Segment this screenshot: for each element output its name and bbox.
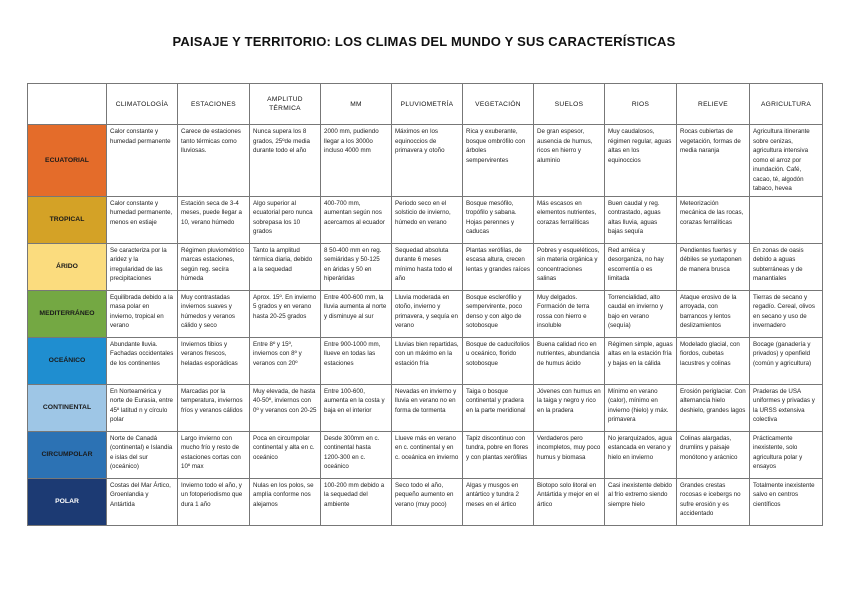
table-cell: No jerarquizados, agua estancada en verano y hielo en invierno [605,431,677,478]
table-cell: Aprox. 15º. En invierno 5 grados y en verano hasta 20-25 grados [250,290,321,337]
table-cell: Muy delgados. Formación de terra rossa con hierro e insoluble [534,290,605,337]
table-cell: Bosque de caducifolios u oceánico, florido sotobosque [463,337,534,384]
table-cell: Rica y exuberante, bosque ombrófilo con árboles sempervirentes [463,125,534,197]
table-cell: Rocas cubiertas de vegetación, formas de media naranja [677,125,750,197]
row-header-cell: ÁRIDO [28,243,107,290]
table-cell: Casi inexistente debido al frío extremo siendo siempre hielo [605,478,677,525]
table-cell: Entre 400-600 mm, la lluvia aumenta al norte y disminuye al sur [321,290,392,337]
table-cell: Nevadas en invierno y lluvia en verano no en forma de tormenta [392,384,463,431]
table-cell: Pendientes fuertes y débiles se yuxtaponen de manera brusca [677,243,750,290]
table-cell: Mínimo en verano (calor), mínimo en invierno (hielo) y máx. primavera [605,384,677,431]
table-cell: Periodo seco en el solsticio de invierno, húmedo en verano [392,196,463,243]
table-cell: Modelado glacial, con fiordos, cubetas lacustres y colinas [677,337,750,384]
table-cell: Red arréica y desorganiza, no hay escorrentía o es limitada [605,243,677,290]
table-cell: Muy elevada, de hasta 40-50º, inviernos con 0º y veranos con 20-25 [250,384,321,431]
header-cell: RIOS [605,84,677,125]
table-cell: Lluvia moderada en otoño, invierno y primavera, y sequía en verano [392,290,463,337]
header-cell: RELIEVE [677,84,750,125]
table-cell: 2000 mm, pudiendo llegar a los 3000o incluso 4000 mm [321,125,392,197]
table-cell: Pobres y esqueléticos, sin materia orgánica y concentraciones salinas [534,243,605,290]
table-cell: Sequedad absoluta durante 6 meses mínimo hasta todo el año [392,243,463,290]
header-cell: AMPLITUD TÉRMICA [250,84,321,125]
table-cell: Lluvias bien repartidas, con un máximo en la estación fría [392,337,463,384]
table-cell: Bocage (ganadería y privados) y openfield (común y agricultura) [750,337,823,384]
table-cell: De gran espesor, ausencia de humus, ricos en hierro y aluminio [534,125,605,197]
row-header-cell: MEDITERRÁNEO [28,290,107,337]
table-cell: Más escasos en elementos nutrientes, corazas ferralíticas [534,196,605,243]
header-cell: CLIMATOLOGÍA [107,84,178,125]
table-cell: Inviernos tibios y veranos frescos, heladas esporádicas [178,337,250,384]
table-cell: Norte de Canadá (continental) e Islandia e islas del sur (oceánico) [107,431,178,478]
table-cell: Taiga o bosque continental y pradera en la parte meridional [463,384,534,431]
table-cell: Totalmente inexistente salvo en centros científicos [750,478,823,525]
table-cell: 400-700 mm, aumentan según nos acercamos al ecuador [321,196,392,243]
table-cell: Praderas de USA uniformes y privadas y la URSS extensiva colectiva [750,384,823,431]
row-header-cell: POLAR [28,478,107,525]
table-cell: Muy caudalosos, régimen regular, aguas altas en los equinoccios [605,125,677,197]
table-cell: Calor constante y humedad permanente [107,125,178,197]
table-row [28,337,823,384]
table-cell: En zonas de oasis debido a aguas subterráneas y de manantiales [750,243,823,290]
header-cell: SUELOS [534,84,605,125]
table-cell: Carece de estaciones tanto térmicas como lluviosas. [178,125,250,197]
table-row [28,243,823,290]
table-cell: Tapiz discontinuo con tundra, pobre en flores y con plantas xerófilas [463,431,534,478]
table-cell: Largo invierno con mucho frío y resto de estaciones cortas con 10º max [178,431,250,478]
table-cell: Algas y musgos en antártico y tundra 2 meses en el ártico [463,478,534,525]
table-cell: Marcadas por la temperatura, inviernos fríos y veranos cálidos [178,384,250,431]
header-cell: MM [321,84,392,125]
table-row [28,431,823,478]
table-cell: Seco todo el año, pequeño aumento en verano (muy poco) [392,478,463,525]
table-row [28,196,823,243]
table-cell: Verdaderos pero incompletos, muy poco humus y biomasa [534,431,605,478]
table-cell: Régimen pluviométrico marcas estaciones, según reg. secíra húmeda [178,243,250,290]
table-cell: Nulas en los polos, se amplía conforme nos alejamos [250,478,321,525]
table-cell: Calor constante y humedad permanente, menos en estiaje [107,196,178,243]
table-cell: Buena calidad rico en nutrientes, abundancia de humus ácido [534,337,605,384]
table-row [28,384,823,431]
table-cell: Meteorización mecánica de las rocas, corazas ferralíticas [677,196,750,243]
table-cell: Grandes crestas rocosas e icebergs no sufre erosión y es accidentado [677,478,750,525]
table-cell: Entre 100-600, aumenta en la costa y baja en el interior [321,384,392,431]
table-row [28,478,823,525]
table-cell: Máximos en los equinoccios de primavera y otoño [392,125,463,197]
table-cell: Algo superior al ecuatorial pero nunca sobrepasa los 10 grados [250,196,321,243]
table-cell: Régimen simple, aguas altas en la estación fría y bajas en la cálida [605,337,677,384]
table-cell: Bosque mesófilo, tropófilo y sabana. Hojas perennes y caducas [463,196,534,243]
header-cell: VEGETACIÓN [463,84,534,125]
table-cell: Desde 300mm en c. continental hasta 1200-300 en c. oceánico [321,431,392,478]
table-cell: Ataque erosivo de la arroyada, con barrancos y lentos deslizamientos [677,290,750,337]
table-cell: Se caracteriza por la aridez y la irregularidad de las precipitaciones [107,243,178,290]
table-cell: 8 50-400 mm en reg. semiáridas y 50-125 en áridas y 50 en hiperáridas [321,243,392,290]
row-header-cell: ECUATORIAL [28,125,107,197]
table-cell: Invierno todo el año, y un fotoperiodismo que dura 1 año [178,478,250,525]
table-cell: Bosque esclerófilo y sempervirente, poco denso y con algo de sotobosque [463,290,534,337]
header-cell: PLUVIOMETRÍA [392,84,463,125]
table-cell: Entre 8º y 15º, inviernos con 8º y veranos con 20º [250,337,321,384]
header-row [28,84,823,125]
table-row [28,125,823,197]
table-cell: Abundante lluvia. Fachadas occidentales de los continentes [107,337,178,384]
table-cell: 100-200 mm debido a la sequedad del ambiente [321,478,392,525]
climate-table [27,83,823,526]
row-header-cell: OCEÁNICO [28,337,107,384]
table-cell: Jóvenes con humus en la taiga y negro y rico en la pradera [534,384,605,431]
row-header-cell: CONTINENTAL [28,384,107,431]
table-cell: Buen caudal y reg. contrastado, aguas altas lluvia, aguas bajas sequía [605,196,677,243]
table-cell: Agricultura itinerante sobre cenizas, agricultura intensiva como el arroz por inundación. Café, cacao, té, algodón tabaco, hevea [750,125,823,197]
header-cell [28,84,107,125]
table-cell: En Norteamérica y norte de Eurasia, entre 45º latitud n y círculo polar [107,384,178,431]
table-cell: Torrencialidad, alto caudal en invierno y bajo en verano (sequía) [605,290,677,337]
table-cell: Entre 900-1000 mm, llueve en todas las estaciones [321,337,392,384]
table-cell: Colinas alargadas, drumlins y paisaje monótono y arácnico [677,431,750,478]
row-header-cell: CIRCUMPOLAR [28,431,107,478]
table-cell: Plantas xerófilas, de escasa altura, crecen lentas y grandes raíces [463,243,534,290]
header-cell: AGRICULTURA [750,84,823,125]
page-title: PAISAJE Y TERRITORIO: LOS CLIMAS DEL MUNDO Y SUS CARACTERÍSTICAS [172,34,676,49]
table-cell: Erosión periglaciar. Con alternancia hielo deshielo, grandes lagos [677,384,750,431]
table-cell: Estación seca de 3-4 meses, puede llegar a 10, verano húmedo [178,196,250,243]
table-body [28,125,823,526]
table-cell: Muy contrastadas inviernos suaves y húmedos y veranos cálido y seco [178,290,250,337]
table-cell [750,196,823,243]
header-cell: ESTACIONES [178,84,250,125]
table-cell: Equilibrada debido a la masa polar en invierno, tropical en verano [107,290,178,337]
table-cell: Nunca supera los 8 grados, 25ºde media durante todo el año [250,125,321,197]
table-cell: Biotopo solo litoral en Antártida y mejor en el ártico [534,478,605,525]
table-cell: Tanto la amplitud térmica diaria, debido a la sequedad [250,243,321,290]
table-cell: Costas del Mar Ártico, Groenlandia y Antártida [107,478,178,525]
table-row [28,290,823,337]
table-cell: Prácticamente inexistente, solo agricultura polar y ensayos [750,431,823,478]
row-header-cell: TROPICAL [28,196,107,243]
table-cell: Poca en circumpolar continental y alta en c. oceánico [250,431,321,478]
table-cell: Tierras de secano y regadío. Cereal, olivos en secano y uso de invernadero [750,290,823,337]
table-cell: Llueve más en verano en c. continental y en c. oceánica en invierno [392,431,463,478]
